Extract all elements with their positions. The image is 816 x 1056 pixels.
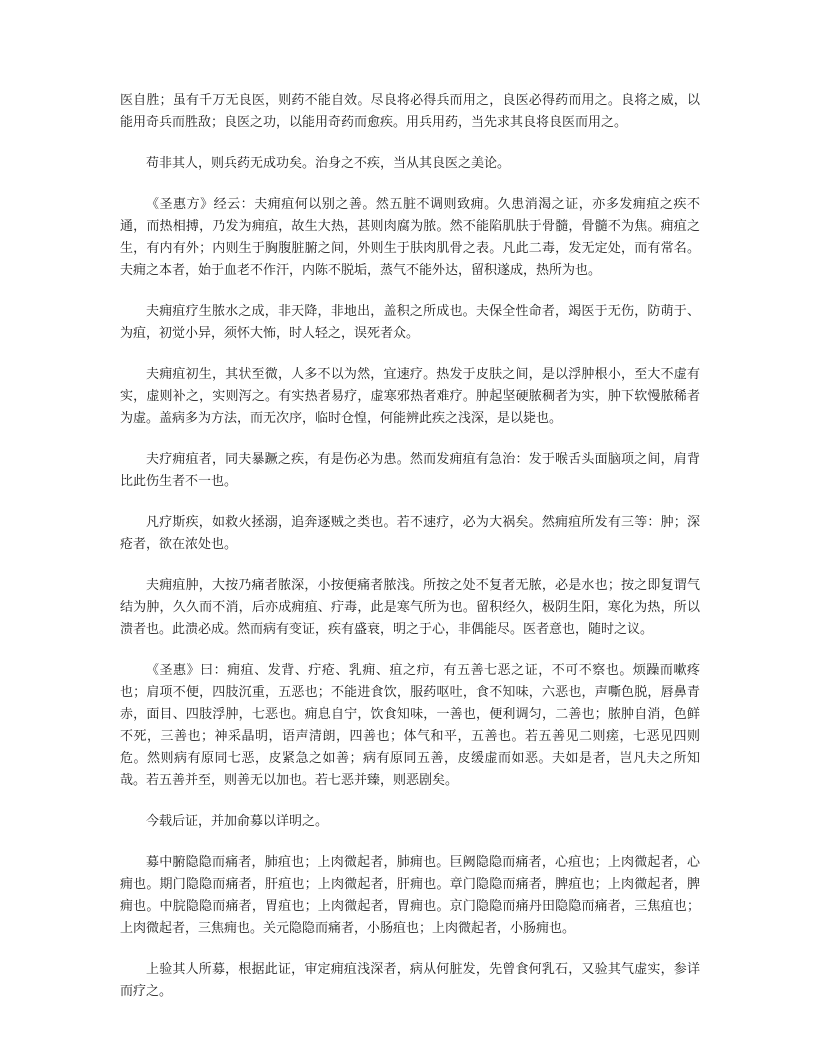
paragraph-4: 夫痈疽疗生脓水之成，非天降，非地出，盖积之所成也。夫保全性命者，竭医于无伤，防萌于、为疽，初觉小异，须怀大怖，时人轻之，误死者众。 [120,304,700,341]
paragraph-2: 苟非其人，则兵药无成功矣。治身之不疾，当从其良医之美论。 [146,156,511,171]
document-page [120,90,700,1022]
paragraph-8: 夫痈疽肿，大按乃痛者脓深，小按便痛者脓浅。所按之处不复者无脓，必是水也；按之即复谓气结为肿，久久而不消，后亦成痈疽、疔毒，此是寒气所为也。留积经久，极阴生阳，寒化为热，所以溃者也。此溃必成。然而病有变证，疾有盛衰，明之于心，非偶能尽。医者意也，随时之议。 [120,578,700,637]
paragraph-7: 凡疗斯疾，如救火拯溺，追奔逐贼之类也。若不速疗，必为大祸矣。然痈疽所发有三等：肿；深疮者，欲在浓处也。 [120,515,700,552]
paragraph-9: 《圣惠》曰：痈疽、发背、疔疮、乳痈、疽之疖，有五善七恶之证，不可不察也。烦躁而嗽疼也；肩项不便，四肢沉重，五恶也；不能进食饮，服药呕吐，食不知味，六恶也，声嘶色脱，唇鼻青赤，面目、四肢浮肿，七恶也。痈息自宁，饮食知味，一善也，便利调匀，二善也；脓肿自消，色鲜不死，三善也；神采晶明，语声清朗，四善也；体气和平，五善也。若五善见二则瘥，七恶见四则危。然则病有原同七恶，皮紧急之如善；病有原同五善，皮缓虚而如恶。夫如是者，岂凡夫之所知哉。若五善并至，则善无以加也。若七恶并臻，则恶剧矣。 [120,663,700,788]
paragraph-12: 上验其人所募，根据此证，审定痈疽浅深者，病从何脏发，先曾食何乳石，又验其气虚实，参详而疗之。 [120,962,700,999]
paragraph-5: 夫痈疽初生，其状至微，人多不以为然，宜速疗。热发于皮肤之间，是以浮肿根小，至大不虚有实，虚则补之，实则泻之。有实热者易疗，虚寒邪热者难疗。肿起坚硬脓稠者为实，肿下软慢脓稀者为虚。盖病多为方法，而无次序，临时仓惶，何能辨此疾之浅深，是以毙也。 [120,367,700,426]
paragraph-10: 今载后证，并加俞募以详明之。 [146,814,329,829]
paragraph-11: 募中腑隐隐而痛者，肺疽也；上肉微起者，肺痈也。巨阙隐隐而痛者，心疽也；上肉微起者，心痈也。期门隐隐而痛者，肝疽也；上肉微起者，肝痈也。章门隐隐而痛者，脾疽也；上肉微起者，脾痈也。中脘隐隐而痛者，胃疽也；上肉微起者，胃痈也。京门隐隐而痛丹田隐隐而痛者，三焦疽也；上肉微起者，三焦痈也。关元隐隐而痛者，小肠疽也；上肉微起者，小肠痈也。 [120,855,700,936]
paragraph-6: 夫疗痈疽者，同夫暴蹶之疾，有是伤必为患。然而发痈疽有急治：发于喉舌头面脑项之间，肩背比此伤生者不一也。 [120,452,700,489]
paragraph-3: 《圣惠方》经云：夫痈疽何以别之善。然五脏不调则致痈。久患消渴之证，亦多发痈疽之疾不通，而热相搏，乃发为痈疽，故生大热，甚则肉腐为脓。然不能陷肌肤于骨髓，骨髓不为焦。痈疽之生，有内有外；内则生于胸腹脏腑之间，外则生于肤肉肌骨之表。凡此二毒，发无定处，而有常名。夫痈之本者，始于血老不作汗，内陈不脱垢，蒸气不能外达，留积遂成，热所为也。 [120,197,700,278]
paragraph-1: 医自胜；虽有千万无良医，则药不能自效。尽良将必得兵而用之，良医必得药而用之。良将之威，以能用奇兵而胜敌；良医之功，以能用奇药而愈疾。用兵用药，当先求其良将良医而用之。 [120,93,700,130]
